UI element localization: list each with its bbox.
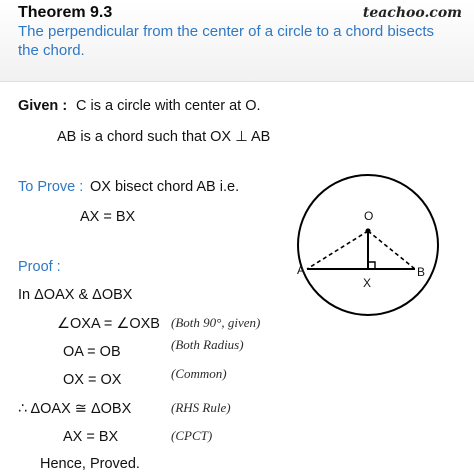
theorem-statement: The perpendicular from the center of a circle to a chord bisects the chord. bbox=[18, 23, 435, 59]
proof-conclusion: Hence, Proved. bbox=[40, 456, 140, 472]
proof-step-3: OX = OX bbox=[63, 372, 122, 388]
proof-step-2: OA = OB bbox=[63, 344, 121, 360]
to-prove-line-2: AX = BX bbox=[80, 209, 136, 225]
proof-reason-4: (RHS Rule) bbox=[171, 400, 231, 415]
circle-figure bbox=[296, 170, 446, 320]
proof-step-1: ∠OXA = ∠OXB bbox=[57, 316, 160, 332]
to-prove-label: To Prove : bbox=[18, 179, 84, 195]
label-b: B bbox=[417, 265, 426, 279]
label-a: A bbox=[297, 263, 306, 277]
brand-logo: teachoo.com bbox=[362, 5, 462, 21]
proof-intro: In ΔOAX & ΔOBX bbox=[18, 287, 133, 303]
to-prove-line-1: OX bisect chord AB i.e. bbox=[90, 179, 240, 195]
proof-reason-3: (Common) bbox=[171, 366, 227, 381]
right-angle-mark bbox=[368, 262, 375, 269]
given-line-1: C is a circle with center at O. bbox=[76, 98, 261, 114]
header-band bbox=[0, 0, 474, 82]
proof-step-4: ∴ ΔOAX ≅ ΔOBX bbox=[18, 401, 132, 417]
center-point bbox=[365, 228, 370, 233]
proof-reason-5: (CPCT) bbox=[171, 428, 213, 443]
label-x: X bbox=[363, 276, 372, 290]
proof-label: Proof : bbox=[18, 259, 61, 275]
label-o: O bbox=[364, 209, 374, 223]
proof-reason-2: (Both Radius) bbox=[171, 337, 244, 352]
radius-oa bbox=[307, 231, 368, 269]
proof-reason-1: (Both 90°, given) bbox=[171, 315, 261, 330]
given-label: Given : bbox=[18, 98, 68, 114]
given-line-2: AB is a chord such that OX ⊥ AB bbox=[57, 129, 271, 145]
theorem-title: Theorem 9.3 bbox=[18, 4, 113, 21]
proof-step-5: AX = BX bbox=[63, 429, 119, 445]
